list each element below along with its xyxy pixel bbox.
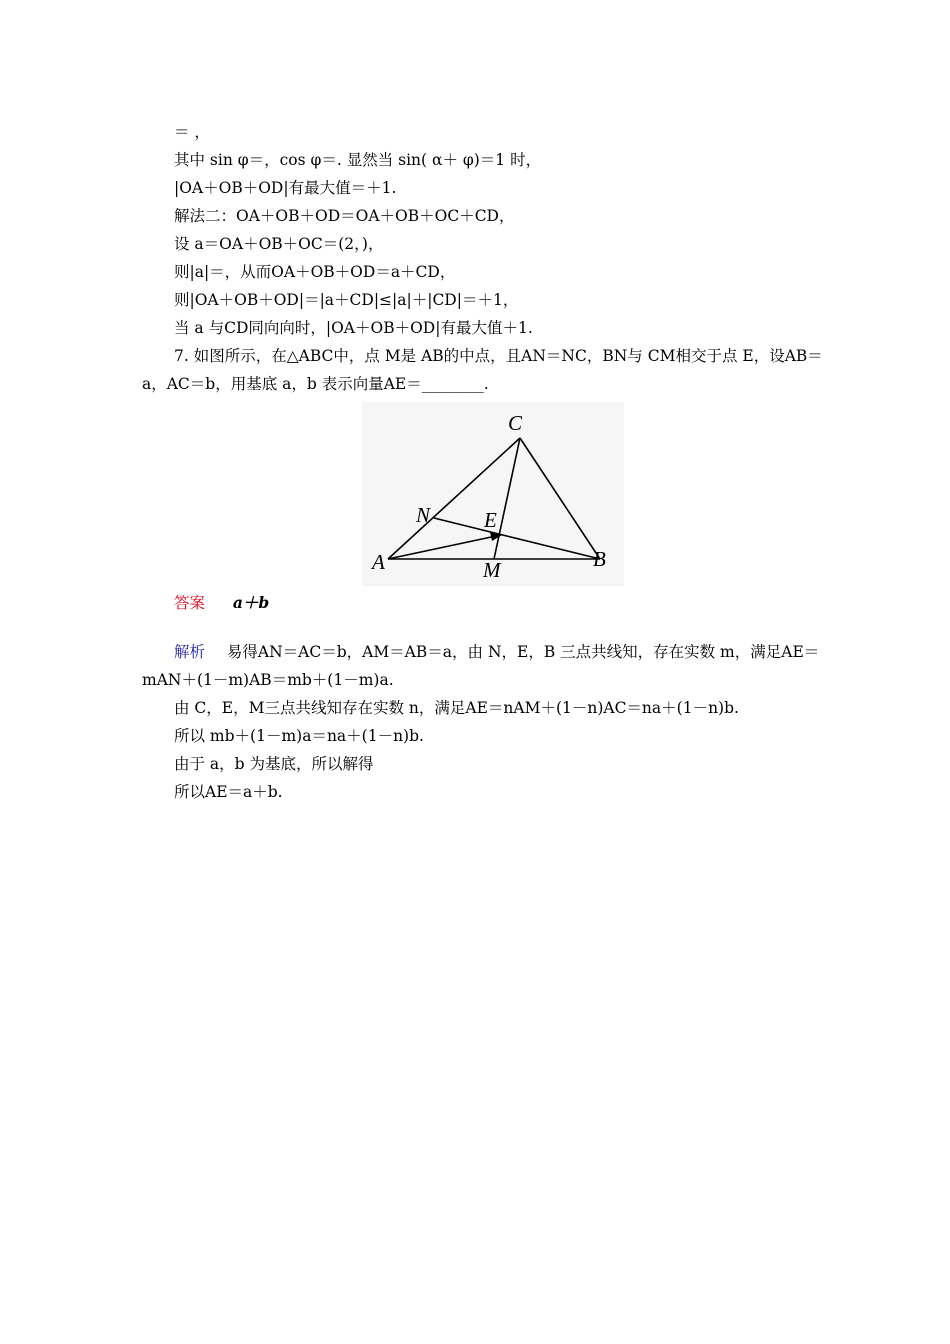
- text-line: ＝ ，: [174, 123, 210, 141]
- text-line: |OA＋OB＋OD|有最大值＝＋1.: [174, 179, 397, 197]
- analysis-text: mAN＋(1－m)AB＝mb＋(1－m)a.: [142, 671, 394, 689]
- text-line: 当 a 与CD同向向时，|OA＋OB＋OD|有最大值＋1.: [174, 319, 533, 337]
- analysis-label: 解析: [174, 643, 206, 661]
- answer-value: a＋b: [232, 593, 270, 612]
- question-7-line-2: a，AC＝b，用基底 a，b 表示向量AE＝________.: [142, 375, 489, 393]
- label-a: A: [372, 550, 385, 574]
- label-n: N: [416, 503, 431, 527]
- text-line: 设 a＝OA＋OB＋OC＝(2，)，: [174, 235, 384, 253]
- label-e: E: [484, 508, 497, 532]
- label-m: M: [483, 558, 501, 582]
- question-7-line-1: 7. 如图所示，在△ABC中，点 M是 AB的中点，且AN＝NC，BN与 CM相交于点 E，设AB＝: [174, 347, 823, 365]
- triangle-figure: [362, 402, 624, 586]
- analysis-text: 由于 a，b 为基底，所以解得: [174, 755, 374, 773]
- text-line: 则|OA＋OB＋OD|＝|a＋CD|≤|a|＋|CD|＝＋1，: [174, 291, 519, 309]
- analysis-text: 由 C，E，M三点共线知存在实数 n，满足AE＝nAM＋(1－n)AC＝na＋(1－n)b.: [174, 699, 739, 717]
- text-line: 解法二：OA＋OB＋OD＝OA＋OB＋OC＋CD，: [174, 207, 515, 225]
- answer-line: [174, 593, 269, 613]
- analysis-text: 所以AE＝a＋b.: [174, 783, 283, 801]
- analysis-text: 所以 mb＋(1－m)a＝na＋(1－n)b.: [174, 727, 424, 745]
- text-line: 则|a|＝，从而OA＋OB＋OD＝a＋CD，: [174, 263, 456, 281]
- analysis-line: [174, 642, 819, 662]
- analysis-text: 易得AN＝AC＝b，AM＝AB＝a，由 N，E，B 三点共线知，存在实数 m，满足AE＝: [226, 643, 820, 661]
- answer-label: 答案: [174, 594, 206, 612]
- text-line: 其中 sin φ＝，cos φ＝. 显然当 sin( α＋ φ)＝1 时，: [174, 151, 542, 169]
- label-b: B: [593, 547, 606, 571]
- label-c: C: [508, 411, 523, 435]
